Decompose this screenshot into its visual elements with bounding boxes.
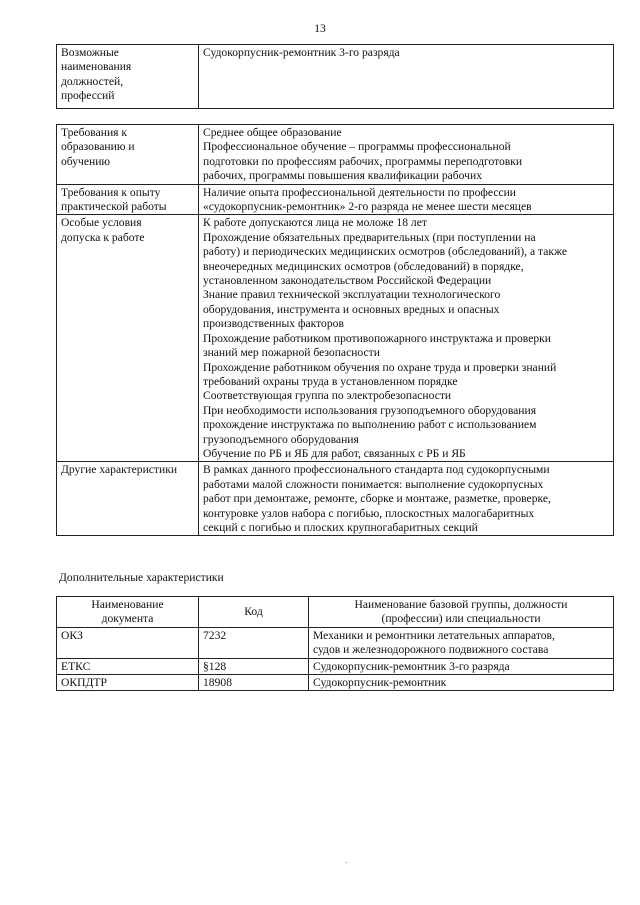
table-header-row	[57, 597, 614, 628]
cell-code: §128	[199, 658, 309, 674]
value-line: установленном законодательством Российской Федерации	[203, 274, 492, 288]
table-row	[57, 45, 614, 109]
row-label	[57, 45, 199, 109]
value-line: контуровке узлов набора с погибью, плоскостных малогабаритных	[203, 506, 535, 520]
label-line: допуска к работе	[61, 230, 145, 244]
value-line: Судокорпусник-ремонтник	[313, 676, 447, 690]
value-line: «судокорпусник-ремонтник» 2-го разряда не менее шести месяцев	[203, 200, 532, 214]
value-line: При необходимости использования грузоподъемного оборудования	[203, 403, 537, 417]
value-line: судов и железнодорожного подвижного состава	[313, 643, 549, 657]
row-label	[57, 462, 199, 536]
label-line: Особые условия	[61, 216, 142, 230]
value-line: Судокорпусник-ремонтник 3-го разряда	[313, 659, 510, 673]
value-line: работу) и периодических медицинских осмотров (обследований), а также	[203, 245, 567, 259]
value-line: производственных факторов	[203, 317, 344, 331]
cell-code: 18908	[199, 675, 309, 691]
table-row-experience	[57, 184, 614, 215]
row-value	[199, 462, 614, 536]
cell-group	[309, 627, 614, 658]
scan-speck	[346, 862, 347, 863]
label-line: профессий	[61, 89, 115, 103]
label-line: Возможные	[61, 46, 119, 59]
value-line: работами малой сложности понимается: выполнение судокорпусных	[203, 477, 544, 491]
job-titles-table	[56, 44, 614, 109]
table-row	[57, 658, 614, 674]
requirements-table	[56, 124, 614, 536]
cell-group	[309, 658, 614, 674]
value-line: знаний мер пожарной безопасности	[203, 346, 380, 360]
value-line: К работе допускаются лица не моложе 18 лет	[203, 216, 427, 230]
label-line: Требования к опыту	[61, 185, 161, 199]
label-line: обучению	[61, 154, 111, 168]
row-value	[199, 184, 614, 215]
value-line: В рамках данного профессионального стандарта под судокорпусными	[203, 463, 550, 477]
table-row-other	[57, 462, 614, 536]
cell-code: 7232	[199, 627, 309, 658]
value-line: грузоподъемного оборудования	[203, 432, 359, 446]
row-label	[57, 215, 199, 462]
row-value	[199, 125, 614, 185]
label-line: должностей,	[61, 74, 124, 88]
value-line: работ при демонтаже, ремонте, сборке и монтаже, разметке, проверке,	[203, 492, 551, 506]
row-value	[199, 45, 614, 109]
label-line: наименования	[61, 60, 132, 74]
cell-document: ОКЗ	[57, 627, 199, 658]
value-line: Знание правил технической эксплуатации технологического	[203, 288, 501, 302]
value-line: Профессиональное обучение – программы профессиональной	[203, 140, 511, 154]
value-line: Среднее общее образование	[203, 126, 342, 139]
cell-group	[309, 675, 614, 691]
value-line: Прохождение работником противопожарного инструктажа и проверки	[203, 331, 551, 345]
header-line: документа	[101, 612, 154, 626]
header-line: Наименование	[91, 598, 164, 611]
column-header-document	[57, 597, 199, 628]
value-line: Прохождение обязательных предварительных (при поступлении на	[203, 230, 536, 244]
value-line: прохождение инструктажа по выполнению работ с использованием	[203, 418, 537, 432]
cell-document: ОКПДТР	[57, 675, 199, 691]
value-line: Соответствующая группа по электробезопасности	[203, 389, 452, 403]
header-line: Код	[244, 605, 263, 619]
header-line: Наименование базовой группы, должности	[354, 598, 568, 611]
additional-characteristics-table	[56, 596, 614, 691]
label-line: практической работы	[61, 200, 167, 214]
value-line: внеочередных медицинских осмотров (обследований) в порядке,	[203, 259, 524, 273]
column-header-code	[199, 597, 309, 628]
value-line: требований охраны труда в установленном порядке	[203, 374, 458, 388]
column-header-group	[309, 597, 614, 628]
table-row	[57, 627, 614, 658]
table-row	[57, 675, 614, 691]
value-line: оборудования, инструмента и основных вредных и опасных	[203, 302, 500, 316]
table-row-special-conditions	[57, 215, 614, 462]
label-line: Другие характеристики	[61, 463, 178, 477]
label-line: образованию и	[61, 140, 135, 154]
row-label	[57, 125, 199, 185]
value-line: рабочих, программы повышения квалификации рабочих	[203, 169, 482, 183]
label-line: Требования к	[61, 126, 128, 139]
value-line: секций с погибью и плоских крупногабаритных секций	[203, 520, 478, 534]
table-row-education	[57, 125, 614, 185]
value-line: Наличие опыта профессиональной деятельности по профессии	[203, 185, 517, 199]
value-line: Судокорпусник-ремонтник 3-го разряда	[203, 46, 400, 59]
header-line: (профессии) или специальности	[381, 612, 541, 626]
section-title: Дополнительные характеристики	[59, 571, 224, 584]
cell-document: ЕТКС	[57, 658, 199, 674]
page-number: 13	[314, 22, 326, 35]
row-label	[57, 184, 199, 215]
value-line: Обучение по РБ и ЯБ для работ, связанных с РБ и ЯБ	[203, 446, 466, 460]
value-line: Прохождение работником обучения по охране труда и проверки знаний	[203, 360, 557, 374]
row-value	[199, 215, 614, 462]
value-line: Механики и ремонтники летательных аппаратов,	[313, 628, 555, 642]
value-line: подготовки по профессиям рабочих, программы переподготовки	[203, 154, 523, 168]
